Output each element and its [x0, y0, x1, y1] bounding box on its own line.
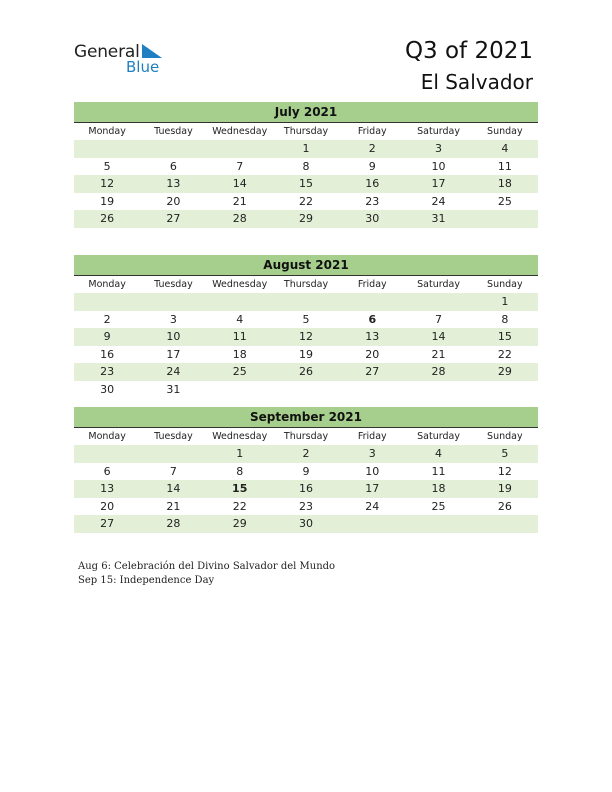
day-cell: 5: [501, 447, 509, 460]
day-cell: 8: [302, 159, 310, 173]
week-row: [74, 328, 538, 346]
day-cell: [140, 293, 206, 311]
day-cell: [140, 140, 206, 158]
day-cell: 23: [100, 365, 115, 378]
day-cell: 8: [236, 464, 244, 478]
day-cell: 26: [298, 365, 313, 378]
week-row: [74, 463, 538, 481]
day-cell: [405, 515, 471, 533]
day-cell: 17: [365, 482, 380, 495]
weekday-label: Wednesday: [212, 279, 268, 290]
day-cell: 14: [166, 482, 181, 495]
day-cell: [207, 293, 273, 311]
day-cell: 10: [431, 159, 446, 173]
day-cell: [405, 381, 471, 399]
day-cell: [472, 515, 538, 533]
day-cell: 28: [431, 365, 446, 378]
weekday-label: Friday: [357, 126, 387, 137]
day-cell: [74, 445, 140, 463]
day-cell: 29: [232, 517, 247, 530]
day-cell: 15: [298, 177, 313, 190]
weekday-label: Sunday: [487, 126, 523, 137]
weekday-label: Friday: [357, 431, 387, 442]
day-cell: 28: [166, 517, 181, 530]
day-cell: 14: [431, 330, 446, 343]
day-cell: 17: [166, 347, 181, 361]
day-cell: 17: [431, 177, 446, 190]
day-cell: [339, 381, 405, 399]
month-title: August 2021: [74, 255, 538, 276]
week-row: [74, 210, 538, 228]
day-cell: 13: [365, 330, 380, 343]
week-row: [74, 480, 538, 498]
day-cell: 31: [431, 212, 446, 225]
day-cell: 12: [497, 464, 512, 478]
day-cell: 13: [166, 177, 181, 190]
day-cell: 6: [169, 159, 177, 173]
day-cell: 11: [497, 159, 512, 173]
weekday-header-row: [74, 276, 538, 293]
day-cell: 16: [298, 482, 313, 495]
day-cell: 3: [368, 447, 376, 460]
day-cell: 26: [497, 499, 512, 513]
weekday-label: Friday: [357, 279, 387, 290]
logo-blue-text: Blue: [126, 58, 160, 76]
day-cell: 28: [232, 212, 247, 225]
country-name: El Salvador: [420, 70, 533, 94]
day-cell: 16: [365, 177, 380, 190]
day-cell: 20: [365, 347, 380, 361]
day-cell: 1: [236, 447, 244, 460]
day-cell: [472, 381, 538, 399]
weekday-label: Wednesday: [212, 126, 268, 137]
day-cell: 22: [497, 347, 512, 361]
week-row: [74, 363, 538, 381]
day-cell: 9: [103, 330, 111, 343]
month-calendar: [74, 407, 538, 533]
day-cell: 25: [497, 194, 512, 208]
weekday-label: Saturday: [417, 126, 460, 137]
weekday-header-row: [74, 428, 538, 445]
week-row: [74, 445, 538, 463]
week-row: [74, 311, 538, 329]
month-title: July 2021: [74, 102, 538, 123]
weekday-header-row: [74, 123, 538, 140]
day-cell: 15: [232, 482, 248, 495]
day-cell: 6: [368, 312, 377, 326]
week-row: [74, 498, 538, 516]
day-cell: 25: [431, 499, 446, 513]
weekday-label: Thursday: [283, 279, 329, 290]
week-row: [74, 193, 538, 211]
weekday-label: Tuesday: [154, 126, 193, 137]
day-cell: [472, 210, 538, 228]
weekday-label: Thursday: [283, 126, 329, 137]
day-cell: 12: [100, 177, 115, 190]
day-cell: 27: [166, 212, 181, 225]
day-cell: 22: [298, 194, 313, 208]
day-cell: 24: [365, 499, 380, 513]
holiday-note: Aug 6: Celebración del Divino Salvador del Mundo: [78, 561, 336, 572]
day-cell: 12: [298, 330, 313, 343]
day-cell: 19: [298, 347, 313, 361]
day-cell: 4: [501, 142, 509, 155]
day-cell: 10: [166, 330, 181, 343]
day-cell: 29: [298, 212, 313, 225]
day-cell: 2: [302, 447, 310, 460]
week-row: [74, 140, 538, 158]
month-title: September 2021: [74, 407, 538, 428]
month-calendar: [74, 255, 538, 398]
day-cell: 3: [169, 312, 177, 326]
weekday-label: Sunday: [487, 431, 523, 442]
day-cell: 16: [100, 347, 115, 361]
day-cell: 3: [435, 142, 443, 155]
day-cell: [273, 381, 339, 399]
day-cell: 14: [232, 177, 247, 190]
day-cell: [405, 293, 471, 311]
day-cell: [207, 140, 273, 158]
day-cell: 21: [431, 347, 446, 361]
day-cell: 21: [232, 194, 247, 208]
day-cell: 21: [166, 499, 181, 513]
day-cell: 19: [497, 482, 512, 495]
day-cell: 1: [302, 142, 310, 155]
day-cell: 2: [103, 312, 111, 326]
weekday-label: Monday: [88, 279, 126, 290]
day-cell: 18: [232, 347, 247, 361]
week-row: [74, 346, 538, 364]
day-cell: 24: [431, 194, 446, 208]
day-cell: 18: [431, 482, 446, 495]
day-cell: 23: [365, 194, 380, 208]
day-cell: 2: [368, 142, 376, 155]
week-row: [74, 515, 538, 533]
page-title: Q3 of 2021: [404, 38, 533, 64]
day-cell: 4: [435, 447, 443, 460]
weekday-label: Tuesday: [154, 279, 193, 290]
day-cell: [74, 140, 140, 158]
day-cell: 20: [166, 194, 181, 208]
day-cell: 18: [497, 177, 512, 190]
day-cell: 11: [431, 464, 446, 478]
week-row: [74, 293, 538, 311]
weekday-label: Saturday: [417, 431, 460, 442]
day-cell: 23: [298, 499, 313, 513]
day-cell: 30: [365, 212, 380, 225]
day-cell: 7: [435, 312, 443, 326]
weekday-label: Monday: [88, 431, 126, 442]
weekday-label: Thursday: [283, 431, 329, 442]
weekday-label: Saturday: [417, 279, 460, 290]
day-cell: 22: [232, 499, 247, 513]
day-cell: 26: [100, 212, 115, 225]
day-cell: 30: [100, 382, 115, 396]
day-cell: 27: [100, 517, 115, 530]
logo-general-text: General: [74, 42, 140, 62]
week-row: [74, 158, 538, 176]
day-cell: 24: [166, 365, 181, 378]
day-cell: 7: [169, 464, 177, 478]
day-cell: 15: [497, 330, 512, 343]
week-row: [74, 175, 538, 193]
day-cell: 29: [497, 365, 512, 378]
day-cell: 6: [103, 464, 111, 478]
day-cell: 11: [232, 330, 247, 343]
day-cell: 1: [501, 295, 509, 308]
day-cell: 4: [236, 312, 244, 326]
day-cell: 9: [302, 464, 310, 478]
day-cell: 13: [100, 482, 115, 495]
month-calendar: [74, 102, 538, 228]
day-cell: 20: [100, 499, 115, 513]
day-cell: [273, 293, 339, 311]
day-cell: 25: [232, 365, 247, 378]
holiday-note: Sep 15: Independence Day: [78, 574, 215, 586]
day-cell: 7: [236, 159, 244, 173]
week-row: [74, 381, 538, 399]
day-cell: 30: [298, 517, 313, 530]
generalblue-logo: [74, 42, 174, 78]
day-cell: 5: [103, 159, 111, 173]
day-cell: 19: [100, 194, 115, 208]
weekday-label: Wednesday: [212, 431, 268, 442]
weekday-label: Monday: [88, 126, 126, 137]
day-cell: [207, 381, 273, 399]
day-cell: 9: [368, 159, 376, 173]
day-cell: 8: [501, 312, 509, 326]
day-cell: 27: [365, 365, 380, 378]
day-cell: [339, 293, 405, 311]
holiday-notes: [78, 560, 335, 587]
day-cell: [74, 293, 140, 311]
day-cell: 31: [166, 382, 181, 396]
weekday-label: Sunday: [487, 279, 523, 290]
day-cell: 10: [365, 464, 380, 478]
weekday-label: Tuesday: [154, 431, 193, 442]
day-cell: [140, 445, 206, 463]
day-cell: 5: [302, 312, 310, 326]
day-cell: [339, 515, 405, 533]
